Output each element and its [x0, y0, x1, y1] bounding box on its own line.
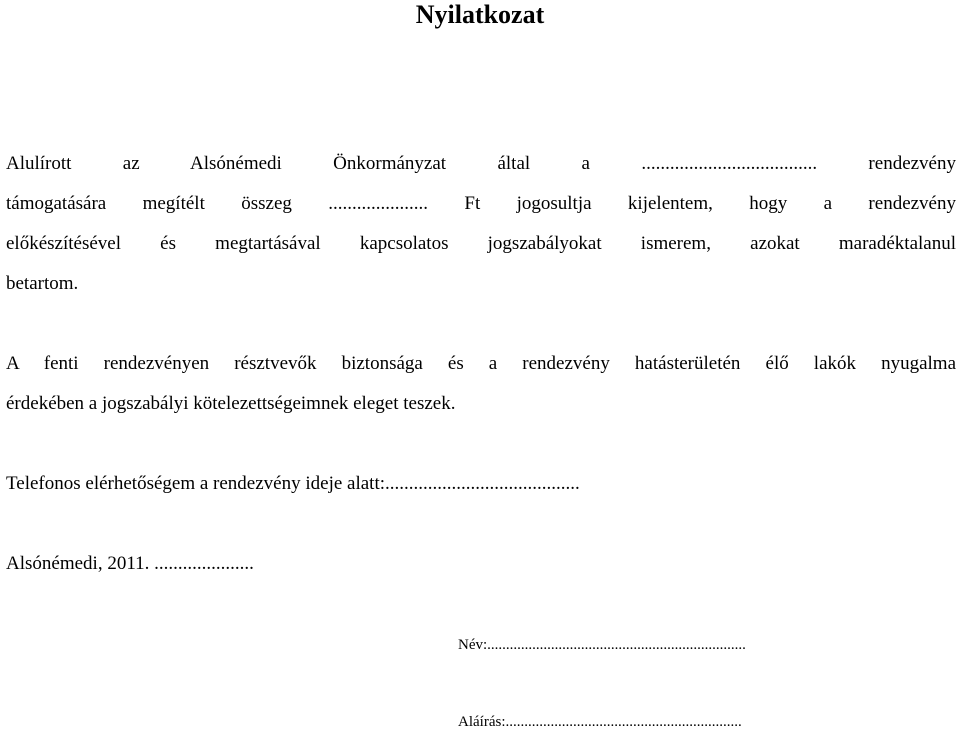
statement-paragraph: [6, 144, 956, 304]
name-field-line: Név:.....................................................................: [458, 637, 746, 653]
statement-line-4: betartom.: [6, 273, 79, 294]
place-date-line: Alsónémedi, 2011. .....................: [6, 553, 254, 574]
statement-line-2: támogatására megítélt összeg ..................... Ft jogosultja kijelentem, hogy a rendezvény: [6, 193, 956, 214]
phone-paragraph: [6, 464, 956, 504]
document-title: Nyilatkozat: [415, 0, 545, 29]
place-date-paragraph: [6, 544, 956, 584]
safety-paragraph: [6, 344, 956, 424]
phone-line: Telefonos elérhetőségem a rendezvény ideje alatt:.........................................: [6, 473, 580, 494]
statement-line-3: előkészítésével és megtartásával kapcsolatos jogszabályokat ismerem, azokat maradéktalanul: [6, 233, 956, 254]
safety-line-2: érdekében a jogszabályi kötelezettségeimnek eleget teszek.: [6, 393, 456, 414]
safety-line-1: A fenti rendezvényen résztvevők biztonsága és a rendezvény hatásterületén élő lakók nyugalma: [6, 353, 956, 374]
statement-line-1: Alulírott az Alsónémedi Önkormányzat által a ..................................... rendezvény: [6, 153, 956, 174]
signature-field-line: Aláírás:...............................................................: [458, 714, 742, 730]
